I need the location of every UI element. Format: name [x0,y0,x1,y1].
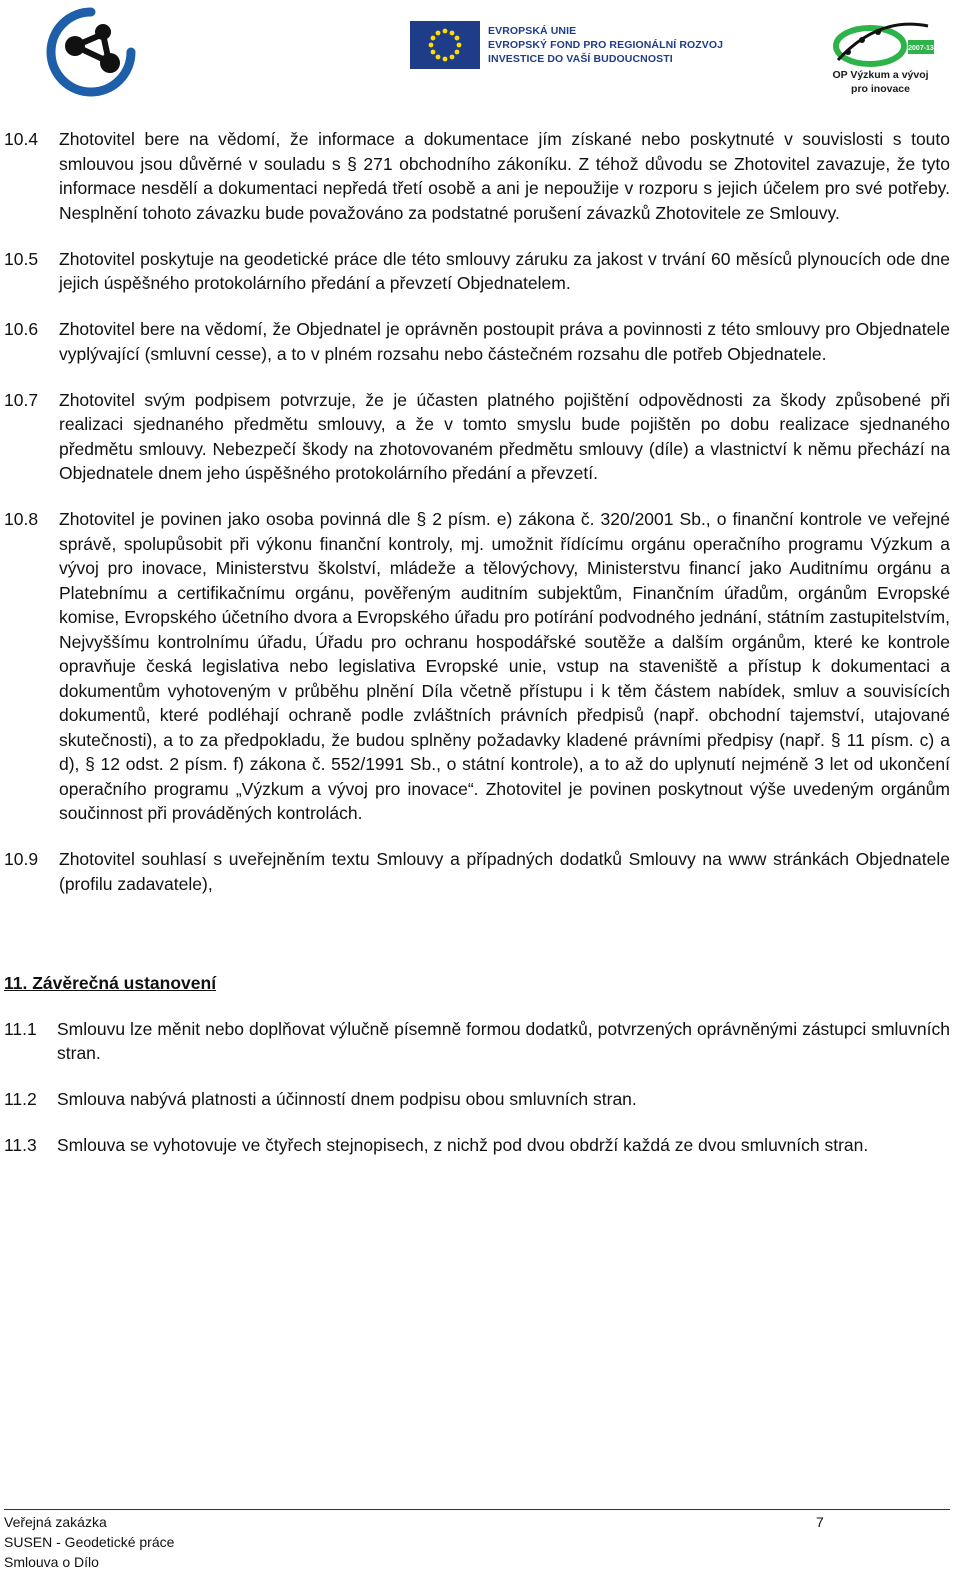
spacer [4,918,950,971]
section-number: 11.1 [4,1018,37,1039]
section-text: Zhotovitel bere na vědomí, že informace a dokumentace jím získané nebo poskytnuté v souvislosti s touto smlouvou jsou důvěrné v souladu s § 271 obchodního zákoníku. Z téhož důvodu se Zhotovitel zavazuje, že tyto informace nesdělí a dokumentaci nepředá třetí osobě a ani je nepoužije v rozporu s jejich účelem pro své potřeby. Nesplnění tohoto závazku bude považováno za podstatné porušení závazků Zhotovitele ze Smlouvy. [59,129,950,223]
section-text: Smlouva se vyhotovuje ve čtyřech stejnopisech, z nichž pod dvou obdrží každá ze dvou smluvních stran. [57,1135,869,1155]
section-text: Zhotovitel svým podpisem potvrzuje, že je účasten platného pojištění odpovědnosti za škody způsobené při realizaci sjednaného předmětu smlouvy, a že v tomto smyslu bude pojištěn po dobu realizace sjednaného předmětu smlouvy. Nebezpečí škody na zhotovovaném předmětu smlouvy (díle) a vlastnictví k němu přechází na Objednatele dnem jeho úspěšného protokolárního předání a převzetí. [59,389,950,483]
eu-line-1: EVROPSKÁ UNIE [488,25,577,37]
section-11-3 [4,1133,950,1158]
section-number: 10.9 [4,849,39,869]
op-badge: 2007-13 [908,45,934,52]
section-10-8 [4,507,950,826]
footer-line-1: Veřejná zakázka [4,1514,107,1530]
op-line-2: pro inovace [851,83,910,95]
section-11-1 [4,1017,950,1066]
section-text: Smlouva nabývá platnosti a účinností dnem podpisu obou smluvních stran. [57,1089,637,1109]
section-text: Smlouvu lze měnit nebo doplňovat výlučně písemně formou dodatků, potvrzených oprávněnými zástupci smluvních stran. [57,1018,950,1063]
section-number: 10.7 [4,389,39,410]
op-logo [818,16,943,98]
section-10-6 [4,317,950,366]
eu-line-3: INVESTICE DO VAŠÍ BUDOUCNOSTI [488,53,673,65]
eu-flag-icon [410,21,480,69]
section-number: 10.8 [4,509,39,529]
section-text: Zhotovitel je povinen jako osoba povinná dle § 2 písm. e) zákona č. 320/2001 Sb., o finanční kontrole ve veřejné správě, spolupůsobit při výkonu finanční kontroly, mj. umožnit řídícímu orgánu operačního programu Výzkum a vývoj pro inovace, Ministerstvu školství, mládeže a tělovýchovy, Ministerstvu financí jako Auditnímu orgánu a Platebnímu a certifikačnímu orgánu, pověřeným auditním subjektům, Finančním úřadům, orgánům Evropské komise, Evropského účetního dvora a Evropského úřadu pro potírání podvodného jednání, státním zastupitelstvím, Nejvyššímu kontrolnímu úřadu, Úřadu pro ochranu hospodářské soutěže a dalším orgánům, které ke kontrole opravňuje česká legislativa nebo legislativa Evropské unie, vstup na staveniště a přístup k dokumentaci a dokumentům vyhotoveným v průběhu plnění Díla včetně přístupu i k těm částem nabídek, smluv a souvisících dokumentů, které podléhají ochraně podle zvláštních právních předpisů (např. obchodní tajemství, utajované skutečnosti), a to za předpokladu, že budou splněny požadavky kladené právními předpisy (např. § 11 písm. c) a d), § 12 odst. 2 písm. f) zákona č. 552/1991 Sb., o státní kontrole), a to až do uplynutí nejméně 3 let od ukončení operačního programu „Výzkum a vývoj pro inovace“. Zhotovitel je povinen poskytnout výše uvedeným orgánům součinnost při prováděných kontrolách. [59,509,950,823]
section-11-2 [4,1087,950,1112]
document-body [4,127,950,1179]
section-text: Zhotovitel bere na vědomí, že Objednatel je oprávněn postoupit práva a povinnosti z této smlouvy pro Objednatele vyplývající (smluvní cesse), a to v plném rozsahu nebo částečném rozsahu dle potřeb Objednatele. [59,319,950,364]
footer-info [4,1512,174,1572]
footer-divider [4,1509,950,1510]
op-swoosh-icon [818,16,943,68]
section-10-7 [4,388,950,486]
section-text: Zhotovitel souhlasí s uveřejněním textu Smlouvy a případných dodatků Smlouvy na www stránkách Objednatele (profilu zadavatele), [59,849,950,894]
op-line-1: OP Výzkum a vývoj [832,69,929,81]
page-number: 7 [816,1514,824,1530]
section-10-5 [4,247,950,296]
section-text: Zhotovitel poskytuje na geodetické práce dle této smlouvy záruku za jakost v trvání 60 měsíců plynoucích ode dne jejich úspěšného protokolárního předání a převzetí Objednatelem. [59,248,950,293]
eu-line-2: EVROPSKÝ FOND PRO REGIONÁLNÍ ROZVOJ [488,39,724,51]
footer-line-3: Smlouva o Dílo [4,1554,99,1570]
eu-logo [410,20,723,70]
footer-line-2: SUSEN - Geodetické práce [4,1534,175,1550]
section-number: 11.3 [4,1135,37,1155]
section-number: 10.4 [4,129,39,149]
section-heading: 11. Závěrečná ustanovení [4,972,217,993]
section-number: 10.6 [4,319,39,339]
section-10-4 [4,127,950,225]
susen-logo [45,6,137,98]
section-number: 11.2 [4,1089,37,1109]
section-10-9 [4,847,950,896]
section-number: 10.5 [4,248,39,269]
